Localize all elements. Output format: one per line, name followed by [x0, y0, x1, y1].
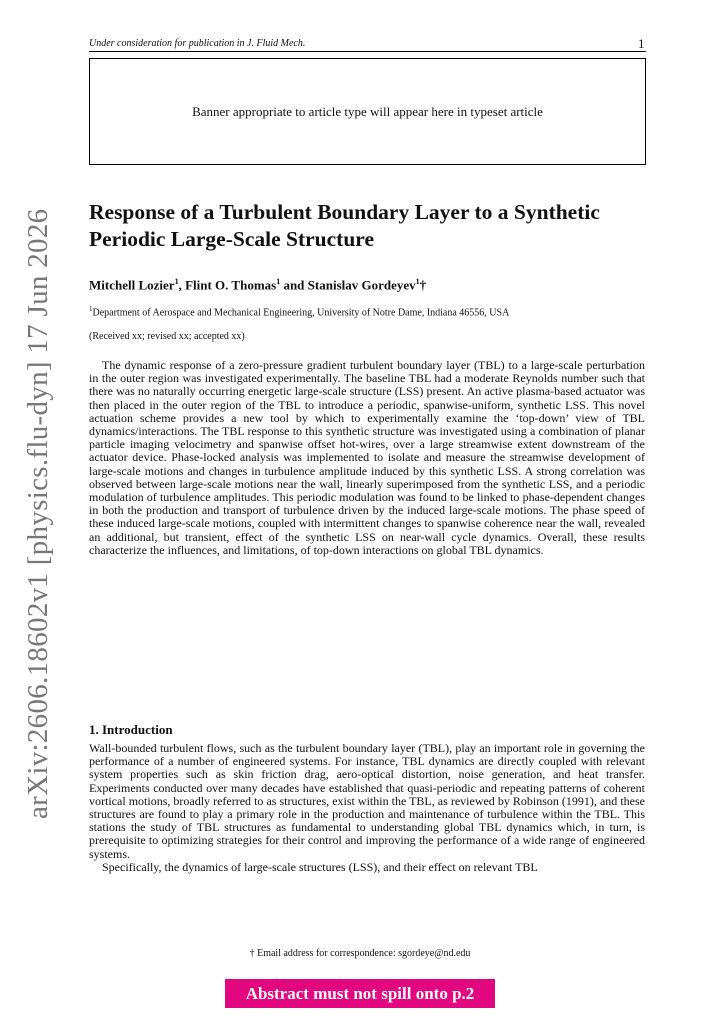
author-name: Flint O. Thomas: [185, 277, 277, 293]
banner-text: Banner appropriate to article type will appear here in typeset article: [192, 103, 543, 119]
introduction-body: [89, 742, 645, 874]
author-affil-mark: 1: [415, 277, 420, 286]
arxiv-identifier: arXiv:2606.18602v1 [physics.flu-dyn] 17 Jun 2026: [22, 208, 54, 819]
author-list: [89, 277, 426, 293]
paper-title: Response of a Turbulent Boundary Layer to a Synthetic Periodic Large-Scale Structure: [89, 200, 600, 251]
author-name: Stanislav Gordeyev: [307, 277, 416, 293]
abstract: The dynamic response of a zero-pressure gradient turbulent boundary layer (TBL) to a large-scale perturbation in the outer region was investigated experimentally. The baseline TBL had a moderate Reynolds number such that there was no naturally occurring energetic large-scale structure (LSS) present. An active plasma-based actuator was then placed in the outer region of the TBL to introduce a periodic, spanwise-uniform, synthetic LSS. This novel actuation scheme provides a new tool by which to experimentally examine the ‘top-down’ view of TBL dynamics/interactions. The TBL response to this synthetic structure was investigated using a combination of planar particle imaging velocimetry and spanwise offset hot-wires, over a large streamwise extent downstream of the actuator device. Phase-locked analysis was implemented to isolate and measure the streamwise development of large-scale motions and changes in turbulence amplitude induced by this synthetic LSS. A strong correlation was observed between large-scale motions near the wall, linearly superimposed from the synthetic LSS, and a periodic modulation of turbulence amplitudes. This periodic modulation was found to be linked to phase-dependent changes in both the production and transport of turbulence driven by the induced large-scale motions. The phase speed of these induced large-scale motions, coupled with intermittent changes to spanwise coherence near the wall, revealed an additional, but transient, effect of the synthetic LSS on near-wall cycle dynamics. Overall, these results characterize the influences, and limitations, of top-down interactions on global TBL dynamics.: [89, 358, 645, 557]
author-separator: and: [280, 277, 308, 293]
journal-header: Under consideration for publication in J. Fluid Mech.: [89, 38, 306, 49]
affiliation-mark: 1: [89, 305, 93, 313]
author-affil-mark: 1: [276, 277, 281, 286]
article-banner: [89, 58, 646, 165]
corresponding-mark: †: [419, 277, 427, 293]
page-number: 1: [638, 36, 645, 51]
footnote: † Email address for correspondence: sgordeye@nd.edu: [249, 948, 471, 959]
section-heading: 1. Introduction: [89, 722, 173, 737]
author-separator: ,: [178, 277, 186, 293]
paragraph: Specifically, the dynamics of large-scale structures (LSS), and their effect on relevant TBL: [102, 859, 538, 874]
paragraph: Wall-bounded turbulent flows, such as the turbulent boundary layer (TBL), play an important role in governing the performance of a number of engineered systems. For instance, TBL dynamics are directly coupled with relevant system properties such as skin friction drag, aero-optical distortion, noise generation, and heat transfer. Experiments conducted over many decades have established that quasi-periodic and repeating patterns of coherent vortical motions, broadly referred to as structures, exist within the TBL, as reviewed by Robinson (1991), and these structures are found to play a primary role in the production and maintenance of turbulence within the TBL. This stations the study of TBL structures as fundamental to understanding global TBL dynamics which, in turn, is prerequisite to optimizing strategies for their control and improving the performance of a wide range of engineered systems.: [89, 741, 645, 861]
received-dates: (Received xx; revised xx; accepted xx): [89, 331, 245, 342]
affiliation: [89, 305, 509, 318]
author-name: Mitchell Lozier: [89, 277, 175, 293]
header-rule: [89, 51, 646, 52]
author-affil-mark: 1: [174, 277, 179, 286]
spill-warning-badge: Abstract must not spill onto p.2: [225, 979, 495, 1008]
affiliation-text: Department of Aerospace and Mechanical Engineering, University of Notre Dame, Indiana 46556, USA: [92, 307, 510, 319]
